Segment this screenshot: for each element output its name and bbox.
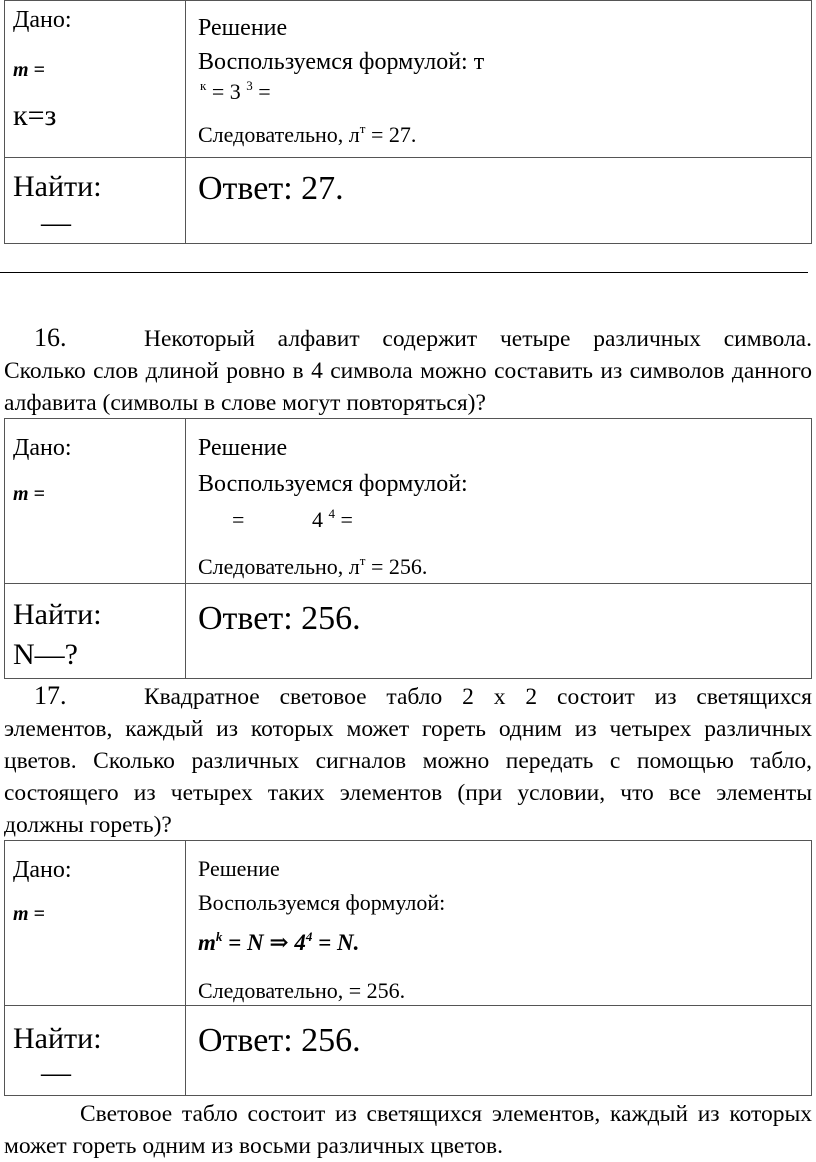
formula-k: k (215, 929, 223, 944)
answer: Ответ: 27. (198, 170, 344, 207)
conclusion-sup: т (359, 121, 366, 136)
given-m: m = (13, 903, 45, 925)
task17-find-cell (5, 1006, 186, 1096)
task15-given-cell (5, 1, 186, 158)
given-m: m = (13, 483, 45, 505)
conclusion-value: = 256. (370, 554, 428, 579)
task16-statement (4, 322, 812, 419)
find-label: Найти: (13, 598, 102, 631)
formula-end: = N. (318, 930, 360, 955)
given-label: Дано: (13, 435, 72, 461)
conclusion-prefix: Следовательно, л (198, 122, 360, 147)
task15-find-cell (5, 158, 186, 244)
answer: Ответ: 256. (198, 1022, 361, 1059)
conclusion: Следовательно, = 256. (198, 978, 406, 1003)
solution-title: Решение (198, 15, 288, 41)
eq-end: = (258, 79, 271, 104)
task17-table (4, 840, 812, 1096)
solution-title: Решение (198, 856, 280, 881)
task16-solution-cell (186, 419, 812, 584)
task15-solution-cell (186, 1, 812, 158)
eq-exp: 4 (328, 506, 335, 521)
equation (312, 507, 353, 533)
task17-text: Квадратное световое табло 2 х 2 состоит из светящихся элементов, каждый из которых может гореть одним из четырех различных цветов. Сколько различных сигналов можно передать с помощью табло, состоящего из четырех таких элементов (при условии, что все элементы должны гореть)? (4, 684, 812, 838)
task17-number: 17. (34, 681, 67, 710)
formula-line: Воспользуемся формулой: (198, 471, 468, 497)
eq-end: = (340, 507, 353, 532)
separator-line (0, 272, 808, 273)
formula-line: Воспользуемся формулой: (198, 890, 446, 915)
conclusion-sup: т (359, 553, 366, 568)
given-label: Дано: (13, 857, 72, 883)
given-label: Дано: (13, 7, 72, 33)
formula-exp: 4 (305, 929, 313, 944)
formula-line: Воспользуемся формулой: т (198, 49, 485, 75)
answer: Ответ: 256. (198, 600, 361, 637)
formula-m: m (198, 930, 216, 955)
given-k: к=з (13, 99, 57, 132)
eq-base: 4 (312, 507, 323, 532)
given-m: m = (13, 59, 45, 81)
task17-given-cell (5, 841, 186, 1006)
formula-eq-n: = N ⇒ (228, 930, 289, 955)
task16-number: 16. (34, 323, 67, 352)
conclusion (198, 121, 416, 149)
equation (200, 79, 271, 105)
task17-statement (4, 680, 812, 841)
eq-left: = (232, 507, 245, 532)
find-label: Найти: (13, 170, 102, 203)
conclusion-prefix: Следовательно, л (198, 554, 360, 579)
formula (198, 929, 359, 956)
task15-table (4, 0, 812, 244)
task17-answer-cell (186, 1006, 812, 1096)
task16-table (4, 418, 812, 679)
eq-mid: = 3 (211, 79, 241, 104)
eq-k: к (200, 78, 207, 93)
find-value: N—? (13, 638, 78, 671)
find-label: Найти: (13, 1022, 102, 1055)
task16-answer-cell (186, 584, 812, 679)
footer-statement: Световое табло состоит из светящихся элементов, каждый из которых может гореть одним из восьми различных цветов. (4, 1101, 812, 1159)
task17-solution-cell (186, 841, 812, 1006)
conclusion-value: = 27. (370, 122, 417, 147)
conclusion (198, 553, 427, 581)
task16-text: Некоторый алфавит содержит четыре различных символа. Сколько слов длиной ровно в 4 символа можно составить из символов данного алфавита (символы в слове могут повторяться)? (4, 326, 812, 416)
find-value: — (41, 1056, 71, 1089)
solution-title: Решение (198, 435, 288, 461)
find-value: — (41, 206, 71, 239)
task15-answer-cell (186, 158, 812, 244)
task16-given-cell (5, 419, 186, 584)
task16-find-cell (5, 584, 186, 679)
formula-base: 4 (294, 930, 306, 955)
eq-exp: 3 (246, 78, 253, 93)
